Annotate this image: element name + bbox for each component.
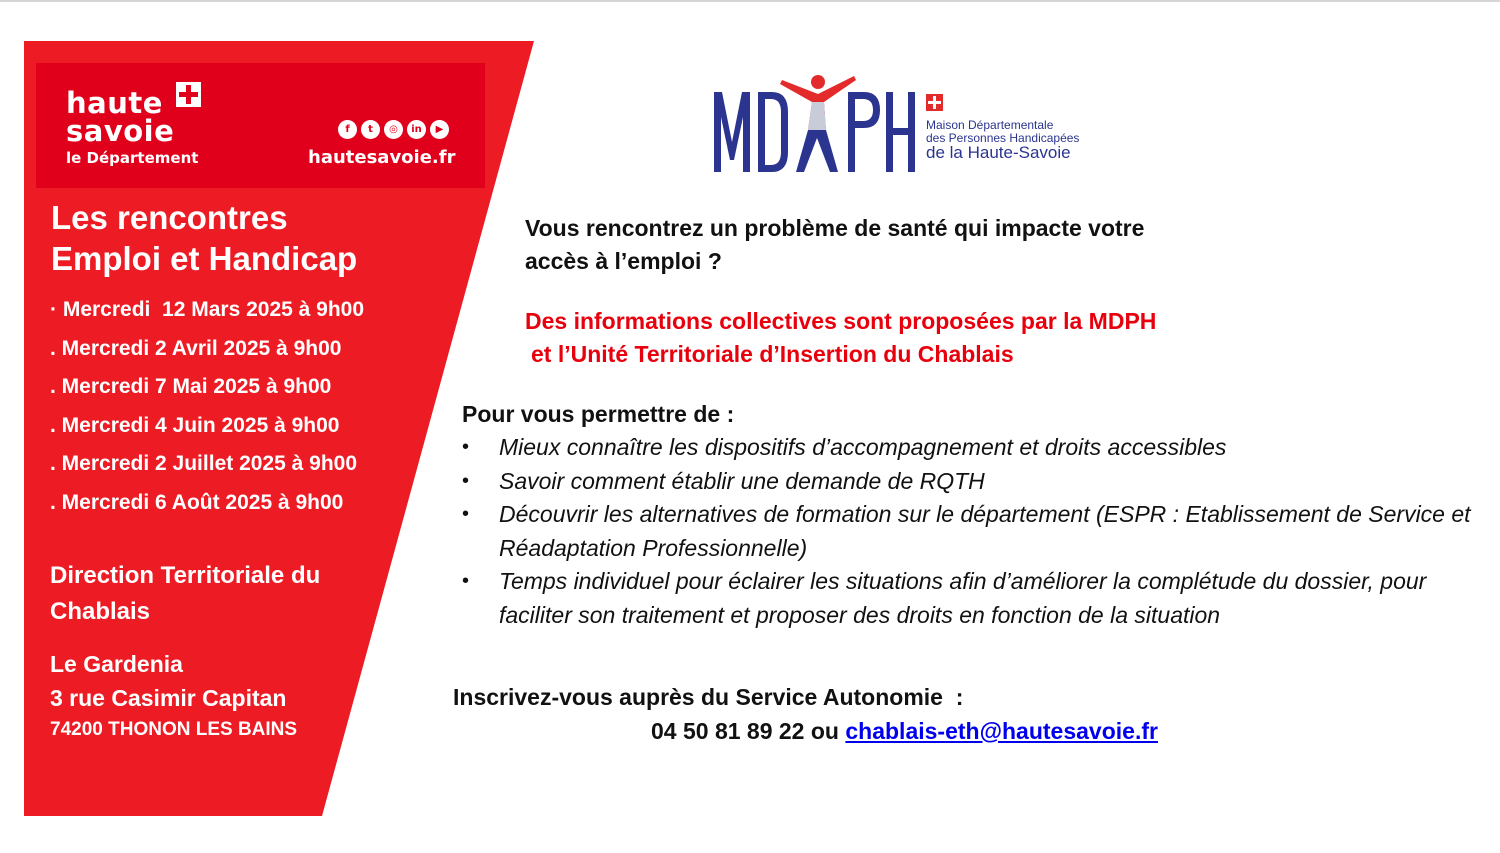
bullet-icon: • — [462, 469, 470, 492]
date-item: . Mercredi 7 Mai 2025 à 9h00 — [50, 375, 332, 399]
mdph-tagline-2: des Personnes Handicapées — [926, 130, 1080, 145]
date-item: . Mercredi 6 Août 2025 à 9h00 — [50, 490, 344, 514]
instagram-icon[interactable]: ◎ — [384, 120, 403, 139]
phone-number: 04 50 81 89 22 — [651, 718, 805, 744]
mdph-cross-icon — [926, 94, 943, 111]
savoie-cross-icon — [176, 82, 201, 107]
date-item: . Mercredi 2 Avril 2025 à 9h00 — [50, 336, 342, 360]
event-title-line1: Les rencontres — [51, 199, 288, 236]
registration-heading: Inscrivez-vous auprès du Service Autonomie : — [453, 684, 964, 710]
logo-website[interactable]: hautesavoie.fr — [308, 147, 456, 168]
linkedin-icon[interactable]: in — [407, 120, 426, 139]
address-building: Le Gardenia — [50, 651, 183, 677]
question-line2: accès à l’emploi ? — [525, 248, 722, 274]
logo-haute: haute — [66, 86, 163, 120]
info-line1: Des informations collectives sont proposées par la MDPH — [525, 308, 1157, 334]
event-title-line2: Emploi et Handicap — [51, 240, 358, 277]
direction-territoriale: Direction Territoriale du Chablais — [50, 562, 321, 625]
permettre-heading: Pour vous permettre de : — [462, 401, 735, 427]
mdph-logo — [708, 72, 923, 182]
address-street: 3 rue Casimir Capitan — [50, 685, 287, 711]
twitter-icon[interactable]: t — [361, 120, 380, 139]
youtube-icon[interactable]: ▶ — [430, 120, 449, 139]
social-icons — [338, 120, 449, 139]
email-link[interactable]: chablais-eth@hautesavoie.fr — [845, 718, 1158, 744]
bullet-icon: • — [462, 570, 470, 592]
date-item: . Mercredi 2 Juillet 2025 à 9h00 — [50, 452, 358, 476]
or-text: ou — [810, 718, 839, 744]
question — [525, 212, 1225, 278]
list-item — [462, 565, 1472, 632]
list-item-text: Savoir comment établir une demande de RQTH — [499, 467, 985, 494]
list-item-text: Découvrir les alternatives de formation sur le département (ESPR : Etablissement de Service et Réadaptation Professionnelle) — [499, 501, 1471, 561]
logo-departement: le Département — [66, 149, 199, 167]
info-line2: et l’Unité Territoriale d’Insertion du Chablais — [531, 341, 1014, 367]
haute-savoie-logo — [36, 63, 485, 188]
event-title — [51, 197, 357, 279]
list-item-text: Temps individuel pour éclairer les situations afin d’améliorer la complétude du dossier, pour faciliter son traitement et proposer des droits en fonction de la situation — [499, 568, 1427, 628]
date-item: · Mercredi 12 Mars 2025 à 9h00 — [50, 298, 365, 321]
list-item — [462, 498, 1472, 565]
date-list — [50, 296, 364, 528]
contact-line — [651, 715, 1158, 748]
mdph-tagline-3: de la Haute-Savoie — [926, 143, 1071, 163]
facebook-icon[interactable]: f — [338, 120, 357, 139]
date-item: . Mercredi 4 Juin 2025 à 9h00 — [50, 413, 340, 437]
question-line1: Vous rencontrez un problème de santé qui impacte votre — [525, 215, 1145, 241]
bullet-icon: • — [462, 436, 470, 458]
benefits-list — [462, 431, 1472, 632]
mdph-tagline — [926, 119, 1079, 162]
mdph-tagline-1: Maison Départementale — [926, 118, 1054, 132]
info-red — [525, 305, 1245, 371]
list-item-text: Mieux connaître les dispositifs d’accompagnement et droits accessibles — [499, 434, 1227, 460]
list-item — [462, 431, 1472, 465]
list-item — [462, 465, 1472, 499]
address-city: 74200 THONON LES BAINS — [50, 719, 298, 740]
bullet-icon: • — [462, 503, 470, 525]
logo-savoie: savoie — [66, 114, 175, 148]
